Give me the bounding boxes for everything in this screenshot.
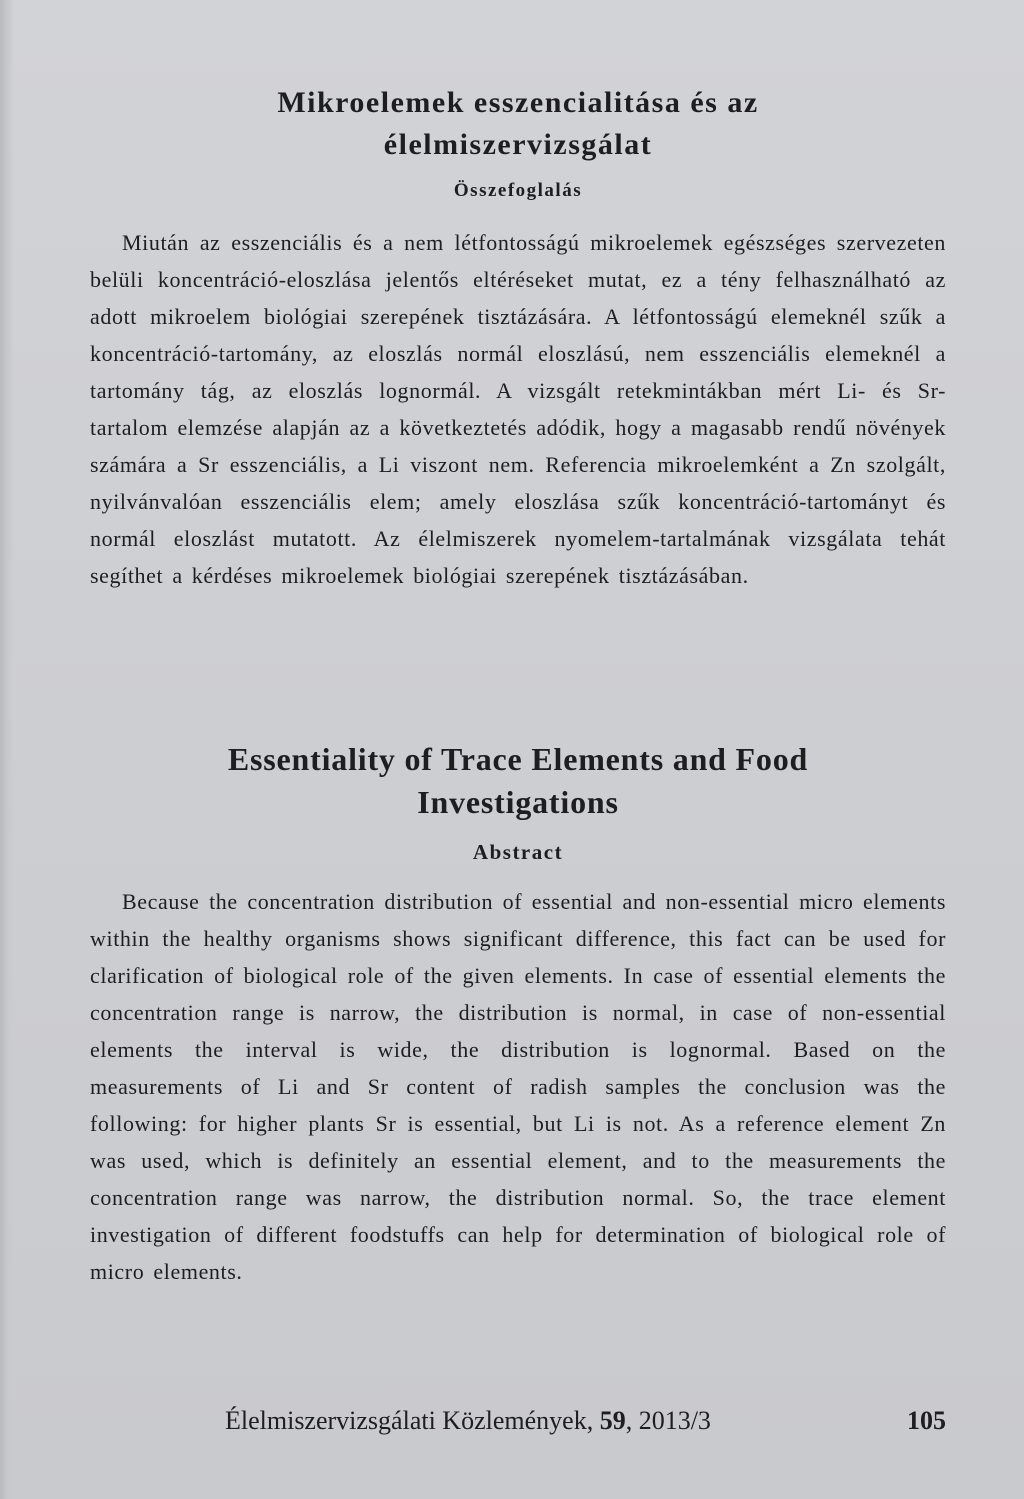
english-abstract-heading: Abstract	[472, 840, 564, 864]
page-number: 105	[907, 1406, 946, 1435]
hungarian-title-line-1: Mikroelemek esszencialitása és az	[277, 86, 759, 119]
journal-issue: , 2013/3	[625, 1406, 711, 1435]
journal-name: Élelmiszervizsgálati Közlemények,	[225, 1406, 600, 1435]
hungarian-title	[150, 82, 886, 166]
english-abstract	[90, 883, 946, 1290]
journal-volume: 59	[599, 1406, 626, 1435]
hungarian-abstract	[90, 224, 946, 594]
english-abstract-text: Because the concentration distribution of essential and non-essential micro elements within the healthy organisms shows significant difference, this fact can be used for clarification of biological role of the given elements. In case of essential elements the concentration range is narrow, the distribution is normal, in case of non-essential elements the interval is wide, the distribution is lognormal. Based on the measurements of Li and Sr content of radish samples the conclusion was the following: for higher plants Sr is essential, but Li is not. As a reference element Zn was used, which is definitely an essential element, and to the measurements the concentration range was narrow, the distribution normal. So, the trace element investigation of different foodstuffs can help for determination of biological role of micro elements.	[90, 889, 946, 1284]
hungarian-abstract-heading: Összefoglalás	[453, 180, 583, 201]
journal-citation	[225, 1404, 711, 1438]
english-title-line-1: Essentiality of Trace Elements and Food	[227, 741, 809, 777]
hungarian-abstract-text: Miután az esszenciális és a nem létfontosságú mikroelemek egészséges szervezeten belüli koncentráció-eloszlása jelentős eltéréseket mutat, ez a tény felhasználható az adott mikroelem biológiai szerepének tisztázására. A létfontosságú elemeknél szűk a koncentráció-tartomány, az eloszlás normál eloszlású, nem esszenciális elemeknél a tartomány tág, az eloszlás lognormál. A vizsgált retekmintákban mért Li- és Sr-tartalom elemzése alapján az a következtetés adódik, hogy a magasabb rendű növények számára a Sr esszenciális, a Li viszont nem. Referencia mikroelemként a Zn szolgált, nyilvánvalóan esszenciális elem; amely eloszlása szűk koncentráció-tartományt és normál eloszlást mutatott. Az élelmiszerek nyomelem-tartalmának vizsgálata tehát segíthet a kérdéses mikroelemek biológiai szerepének tisztázásában.	[90, 230, 946, 588]
page-left-edge-shadow	[0, 0, 14, 1499]
hungarian-title-line-2: élelmiszervizsgálat	[383, 128, 653, 161]
english-title-line-2: Investigations	[417, 784, 619, 820]
english-title	[150, 738, 886, 824]
